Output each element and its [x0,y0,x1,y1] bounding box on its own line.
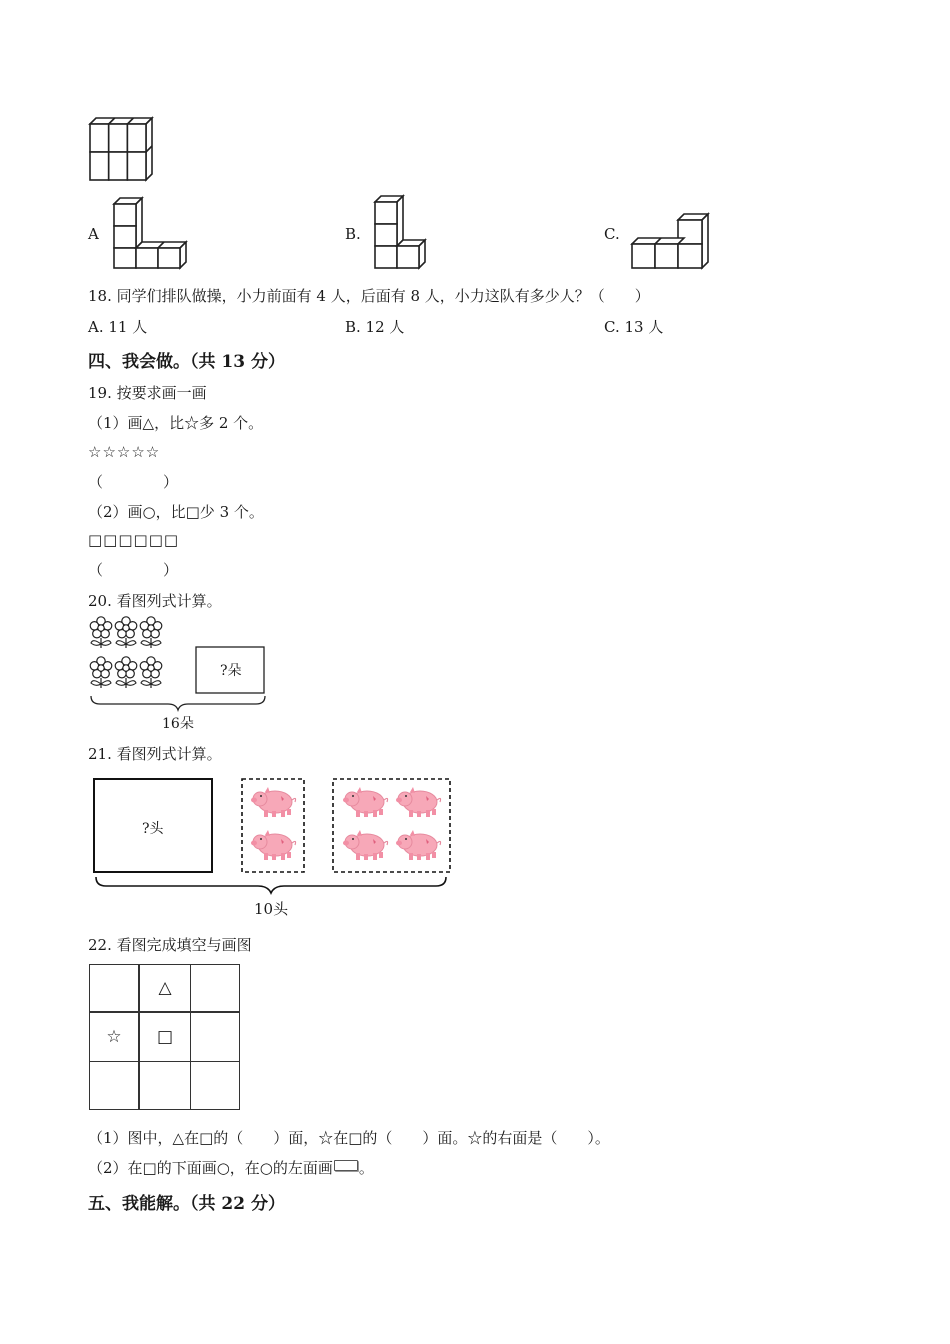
section-4-heading: 四、我会做。（共 13 分） [88,352,285,372]
q19-title: 19. 按要求画一画 [88,384,207,402]
q22-position-grid [89,964,241,1110]
q21-unknown-box-label: ?头 [142,821,164,837]
q22-part2-text [88,1157,374,1178]
grid-cell-triangle: △ [139,964,191,1012]
q18-option-b[interactable]: B. 12 人 [345,318,405,336]
q17-option-c-figure[interactable] [630,212,714,270]
q18-question-text: 18. 同学们排队做操，小力前面有 4 人，后面有 8 人，小力这队有多少人？（ ） [88,287,650,305]
grid-cell-square: □ [139,1012,191,1062]
q18-option-c[interactable]: C. 13 人 [604,318,664,336]
q21-title: 21. 看图列式计算。 [88,745,222,763]
grid-cell[interactable] [139,1061,191,1110]
q19-answer-blank-2[interactable]: （ ） [88,561,179,579]
q17-option-b-figure[interactable] [372,194,432,270]
q20-flowers-figure [88,616,270,712]
q22-part2-prefix: （2）在□的下面画○，在○的左面画 [88,1159,333,1177]
q22-title: 22. 看图完成填空与画图 [88,936,252,954]
grid-cell-star: ☆ [89,1012,139,1062]
q19-squares-row: □□□□□□ [88,531,180,549]
q22-part1-text: （1）图中，△在□的（ ）面，☆在□的（ ）面。☆的右面是（ ）。 [88,1129,610,1147]
q20-title: 20. 看图列式计算。 [88,592,222,610]
q18-option-a[interactable]: A. 11 人 [88,318,148,336]
brace [91,696,265,710]
q20-total-label: 16朵 [162,716,194,732]
q21-total-label: 10头 [254,900,289,918]
grid-cell [89,964,139,1012]
flower-icon-group-row-2 [90,657,162,688]
q19-answer-blank-1[interactable]: （ ） [88,473,179,491]
q17-option-a-figure[interactable] [111,196,191,270]
q20-unknown-box-label: ?朵 [220,663,242,679]
q19-part1-text: （1）画△，比☆多 2 个。 [88,414,264,432]
flower-icon-group-row-1 [90,617,162,648]
grid-cell [190,964,240,1012]
q17-reference-cube-figure [88,116,158,184]
grid-cell [190,1012,240,1062]
q17-option-a-label: A [88,225,99,243]
section-5-heading: 五、我能解。（共 22 分） [88,1194,285,1214]
grid-cell[interactable] [190,1061,240,1110]
q22-part2-suffix: 。 [358,1159,374,1177]
q17-option-b-label: B. [345,225,361,243]
q19-part2-text: （2）画○，比□少 3 个。 [88,503,264,521]
grid-cell[interactable] [89,1061,139,1110]
q19-stars-row: ☆☆☆☆☆ [88,443,161,461]
brace [96,877,446,893]
cube-grid-3x2 [90,118,152,180]
rectangle-icon [334,1160,358,1171]
q17-option-c-label: C. [604,225,620,243]
